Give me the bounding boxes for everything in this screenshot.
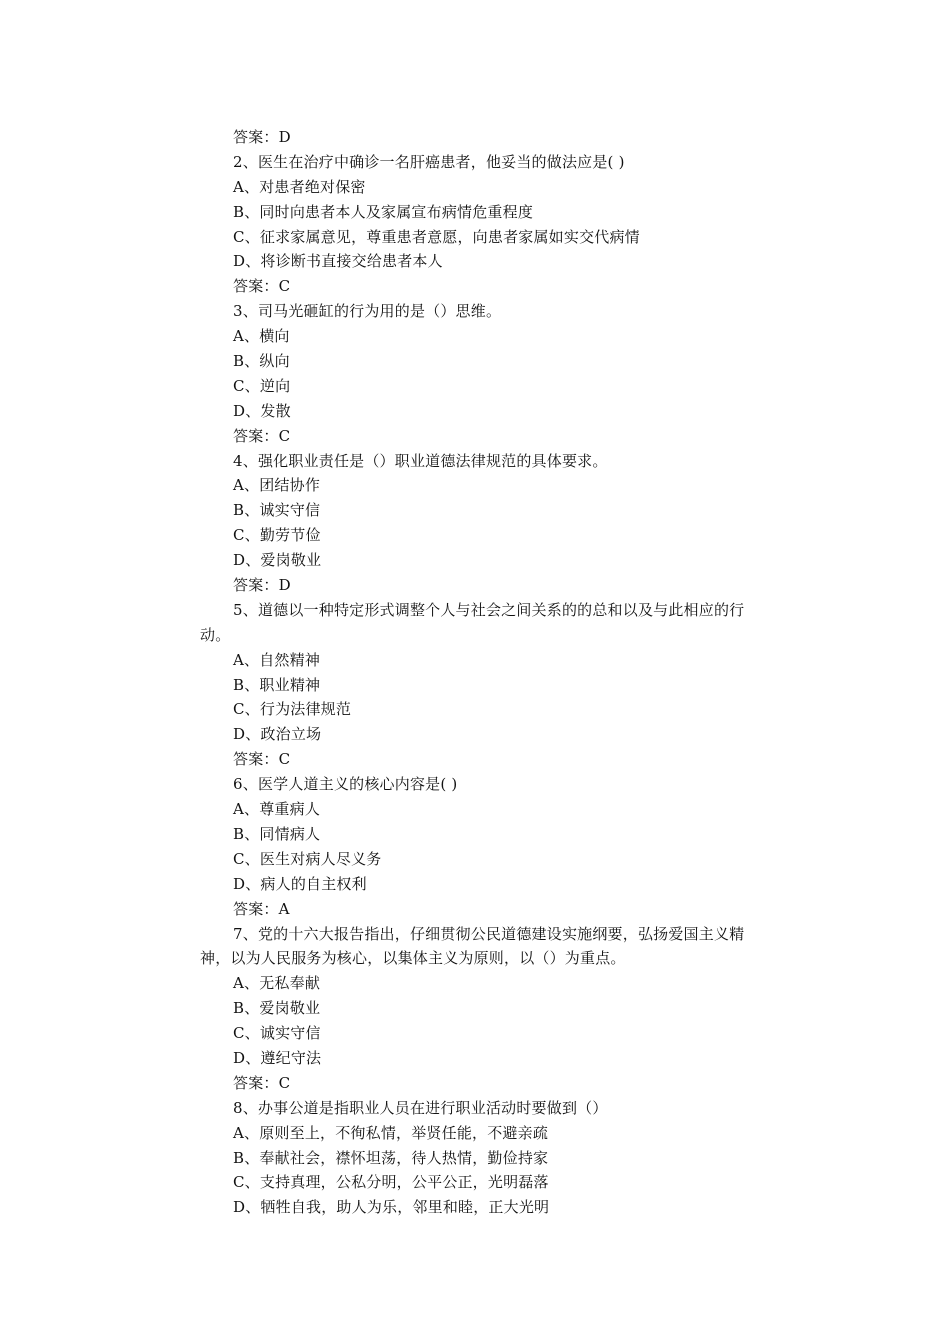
question-line: 5、道德以一种特定形式调整个人与社会之间关系的的总和以及与此相应的行: [233, 600, 745, 619]
option-line: D、牺牲自我，助人为乐，邻里和睦，正大光明: [233, 1198, 550, 1217]
option-line: A、尊重病人: [233, 800, 321, 819]
document-body: [0, 125, 950, 1220]
option-line: A、无私奉献: [233, 974, 321, 993]
option-line: B、诚实守信: [233, 501, 321, 520]
option-line: A、团结协作: [233, 476, 321, 495]
answer-line: 答案：A: [233, 899, 290, 918]
answer-line: 答案：C: [233, 750, 291, 769]
answer-line: 答案：D: [233, 128, 291, 146]
option-line: B、同时向患者本人及家属宣布病情危重程度: [233, 202, 534, 221]
answer-line: 答案：C: [233, 277, 291, 296]
question-continuation-line: 动。: [200, 625, 231, 644]
option-line: C、诚实守信: [233, 1024, 321, 1043]
answer-line: 答案：C: [233, 1073, 291, 1092]
option-line: C、支持真理，公私分明，公平公正，光明磊落: [233, 1173, 549, 1192]
option-line: A、对患者绝对保密: [233, 177, 366, 196]
option-line: D、发散: [233, 401, 291, 420]
option-line: B、爱岗敬业: [233, 999, 321, 1018]
question-continuation-line: 神，以为人民服务为核心，以集体主义为原则，以（）为重点。: [200, 949, 626, 968]
answer-line: 答案：C: [233, 426, 291, 445]
option-line: A、自然精神: [233, 650, 321, 669]
option-line: D、将诊断书直接交给患者本人: [233, 252, 443, 271]
option-line: A、原则至上，不徇私情，举贤任能，不避亲疏: [233, 1123, 549, 1142]
option-line: B、奉献社会，襟怀坦荡，待人热情，勤俭持家: [233, 1148, 549, 1167]
question-line: 6、医学人道主义的核心内容是( ): [233, 775, 458, 794]
option-line: B、纵向: [233, 352, 290, 371]
option-line: C、征求家属意见，尊重患者意愿，向患者家属如实交代病情: [233, 227, 640, 246]
question-line: 2、医生在治疗中确诊一名肝癌患者，他妥当的做法应是( ): [233, 152, 625, 171]
option-line: A、横向: [233, 327, 290, 346]
question-line: 3、司马光砸缸的行为用的是（）思维。: [233, 302, 502, 321]
option-line: C、医生对病人尽义务: [233, 849, 382, 868]
option-line: D、病人的自主权利: [233, 874, 367, 893]
option-line: D、政治立场: [233, 725, 322, 744]
option-line: C、逆向: [233, 376, 291, 395]
question-line: 8、办事公道是指职业人员在进行职业活动时要做到（）: [233, 1098, 608, 1117]
option-line: B、同情病人: [233, 824, 321, 843]
option-line: D、爱岗敬业: [233, 551, 322, 570]
option-line: B、职业精神: [233, 675, 321, 694]
question-line: 4、强化职业责任是（）职业道德法律规范的具体要求。: [233, 451, 608, 470]
option-line: D、遵纪守法: [233, 1048, 322, 1067]
question-line: 7、党的十六大报告指出，仔细贯彻公民道德建设实施纲要，弘扬爱国主义精: [233, 924, 745, 943]
option-line: C、行为法律规范: [233, 700, 352, 719]
option-line: C、勤劳节俭: [233, 526, 321, 545]
answer-line: 答案：D: [233, 576, 291, 595]
